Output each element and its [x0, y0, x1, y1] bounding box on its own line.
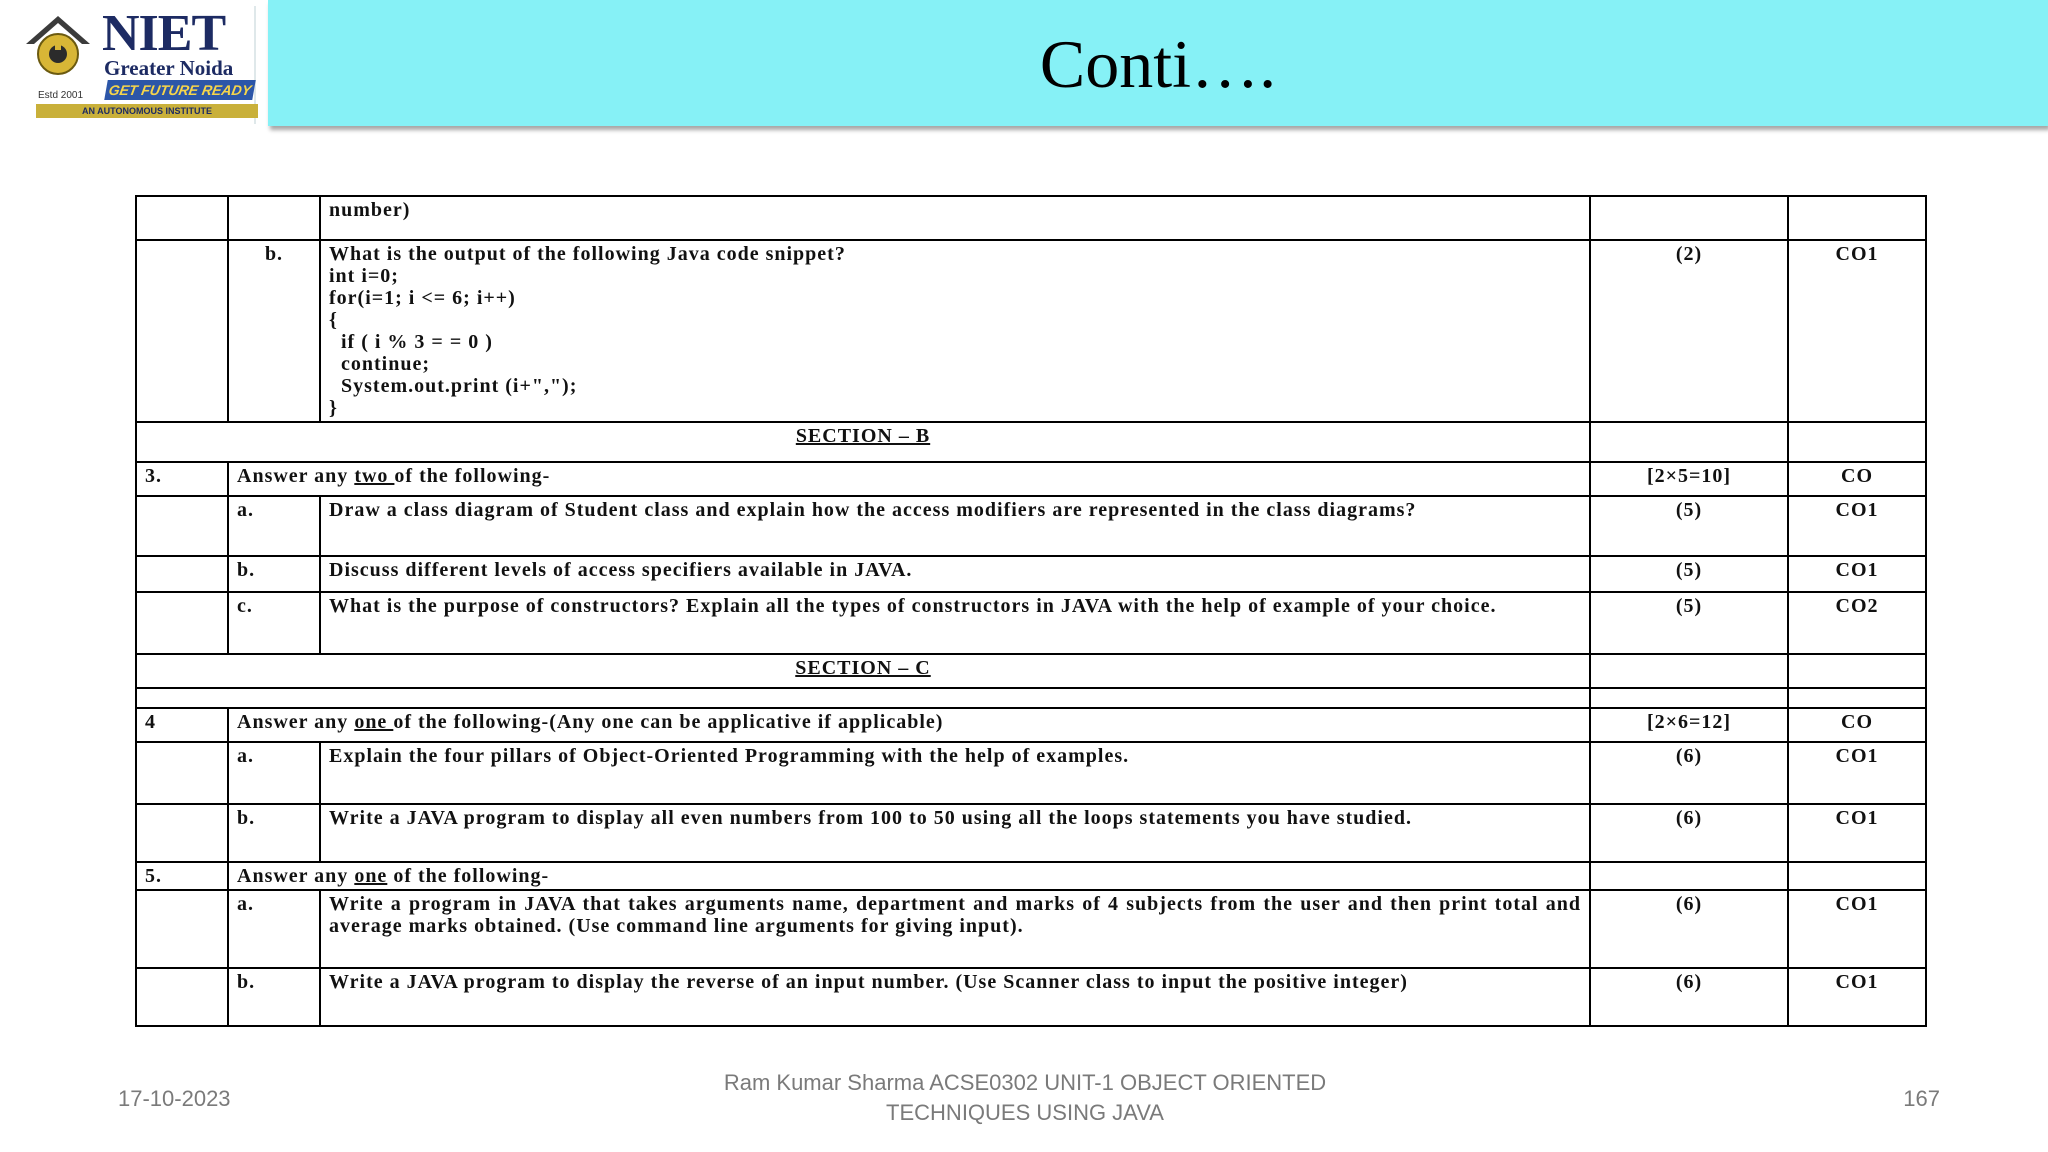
question-instruction: Answer any one of the following-(Any one can be applicative if applicable)	[228, 708, 1590, 742]
question-number: 5.	[136, 862, 228, 890]
sub-label: c.	[228, 592, 320, 654]
marks: (6)	[1590, 890, 1788, 968]
sub-label: b.	[228, 968, 320, 1026]
header-bar	[268, 0, 2048, 126]
table-row	[136, 196, 1926, 240]
logo-estd: Estd 2001	[38, 90, 84, 101]
spacer-row	[136, 688, 1926, 708]
question-table	[135, 195, 1927, 1027]
sub-label: b.	[228, 240, 320, 422]
course-outcome: CO1	[1788, 556, 1926, 592]
table-row	[136, 742, 1926, 804]
marks: (5)	[1590, 556, 1788, 592]
section-row	[136, 654, 1926, 688]
question-text: Write a JAVA program to display all even numbers from 100 to 50 using all the loops statements you have studied.	[320, 804, 1590, 862]
table-row	[136, 890, 1926, 968]
question-text: Explain the four pillars of Object-Oriented Programming with the help of examples.	[320, 742, 1590, 804]
table-row	[136, 862, 1926, 890]
marks: (6)	[1590, 968, 1788, 1026]
table-row	[136, 968, 1926, 1026]
sub-label: a.	[228, 742, 320, 804]
question-text: Write a JAVA program to display the reverse of an input number. (Use Scanner class to input the positive integer)	[320, 968, 1590, 1026]
course-outcome: CO	[1788, 462, 1926, 496]
section-b-heading: SECTION – B	[136, 422, 1590, 462]
page-number: 167	[1903, 1086, 1940, 1111]
marks: (6)	[1590, 742, 1788, 804]
institute-logo	[14, 6, 256, 124]
table-row	[136, 708, 1926, 742]
code-snippet: int i=0; for(i=1; i <= 6; i++) { if ( i % 3 = = 0 ) continue; System.out.print (i+","); }	[329, 265, 578, 419]
question-instruction: Answer any one of the following-	[228, 862, 1590, 890]
table-row	[136, 496, 1926, 556]
table-row	[136, 240, 1926, 422]
course-outcome: CO2	[1788, 592, 1926, 654]
question-number: 3.	[136, 462, 228, 496]
footer-line-2: TECHNIQUES USING JAVA	[886, 1100, 1164, 1125]
question-instruction: Answer any two of the following-	[228, 462, 1590, 496]
emblem-icon	[24, 14, 92, 80]
course-outcome: CO1	[1788, 890, 1926, 968]
course-outcome: CO1	[1788, 968, 1926, 1026]
slide-title: Conti….	[1039, 26, 1277, 102]
logo-city: Greater Noida	[104, 56, 234, 80]
question-number: 4	[136, 708, 228, 742]
logo-autonomous: AN AUTONOMOUS INSTITUTE	[36, 104, 258, 118]
section-row	[136, 422, 1926, 462]
table-row	[136, 592, 1926, 654]
question-text: What is the output of the following Java code snippet?	[329, 243, 846, 265]
course-outcome: CO1	[1788, 496, 1926, 556]
marks: (6)	[1590, 804, 1788, 862]
course-outcome: CO1	[1788, 804, 1926, 862]
marks: [2×5=10]	[1590, 462, 1788, 496]
course-outcome: CO1	[1788, 240, 1926, 422]
footer-line-1: Ram Kumar Sharma ACSE0302 UNIT-1 OBJECT ORIENTED	[723, 1070, 1327, 1095]
marks: [2×6=12]	[1590, 708, 1788, 742]
marks: (5)	[1590, 496, 1788, 556]
question-text: Write a program in JAVA that takes arguments name, department and marks of 4 subjects from the user and then print total and average marks obtained. (Use command line arguments for giving input).	[320, 890, 1590, 968]
table-row	[136, 462, 1926, 496]
table-row	[136, 556, 1926, 592]
question-text: number)	[320, 196, 1590, 240]
table-row	[136, 804, 1926, 862]
question-text: What is the purpose of constructors? Explain all the types of constructors in JAVA with the help of example of your choice.	[320, 592, 1590, 654]
question-text: Draw a class diagram of Student class and explain how the access modifiers are represented in the class diagrams?	[320, 496, 1590, 556]
sub-label: b.	[228, 804, 320, 862]
question-text: Discuss different levels of access specifiers available in JAVA.	[320, 556, 1590, 592]
course-outcome: CO	[1788, 708, 1926, 742]
sub-label: a.	[228, 496, 320, 556]
sub-label: b.	[228, 556, 320, 592]
section-c-heading: SECTION – C	[136, 654, 1590, 688]
course-outcome: CO1	[1788, 742, 1926, 804]
sub-label: a.	[228, 890, 320, 968]
footer-author	[700, 1068, 1350, 1128]
footer-date: 17-10-2023	[118, 1086, 231, 1111]
marks: (2)	[1590, 240, 1788, 422]
marks: (5)	[1590, 592, 1788, 654]
logo-name: NIET	[102, 5, 226, 62]
logo-tagline: GET FUTURE READY	[104, 80, 256, 100]
